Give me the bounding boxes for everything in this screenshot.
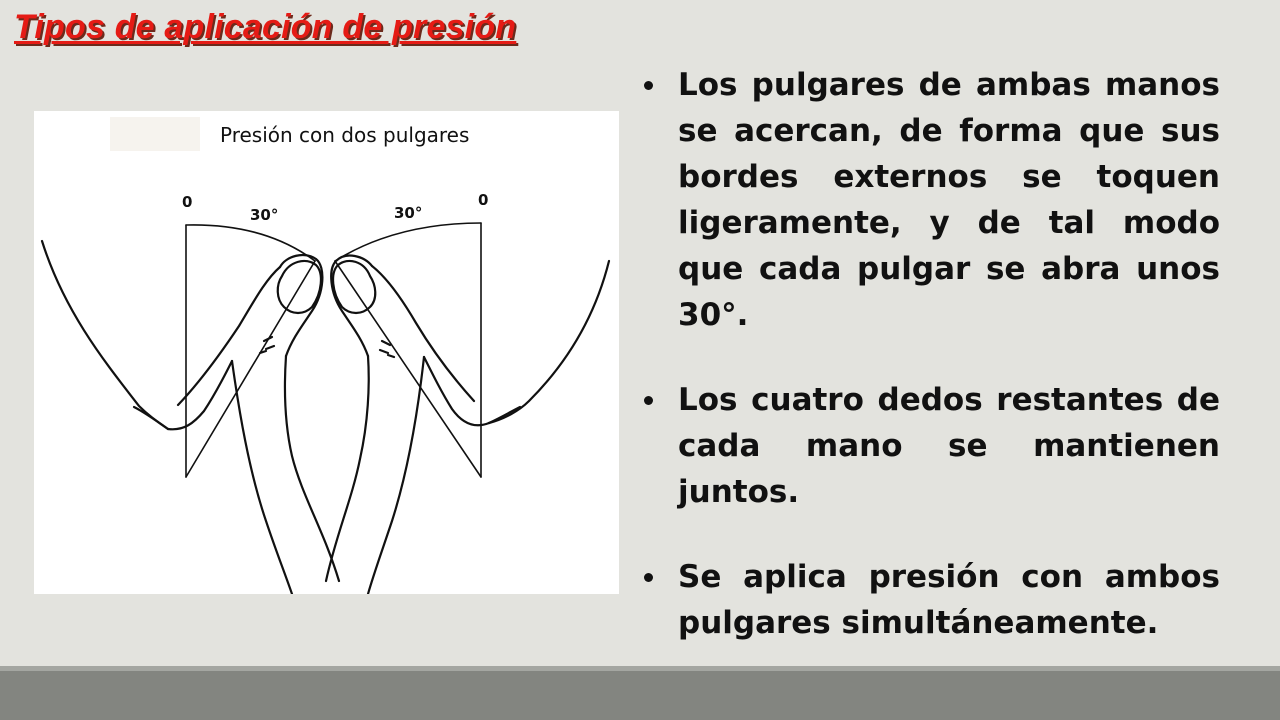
label-left-zero: 0	[182, 193, 193, 211]
thumbs-illustration	[34, 111, 619, 594]
slide-title: Tipos de aplicación de presión	[14, 8, 517, 46]
label-right-angle: 30°	[394, 204, 423, 222]
label-left-angle: 30°	[250, 206, 279, 224]
figure-caption: Presión con dos pulgares	[220, 123, 470, 147]
bullet-text: Se aplica presión con ambos pulgares simultáneamente.	[678, 559, 1220, 641]
two-thumbs-pressure-figure	[34, 111, 619, 594]
right-hand	[326, 256, 609, 594]
bullet-text: Los cuatro dedos restantes de cada mano se mantienen juntos.	[678, 382, 1220, 510]
bullet-content	[640, 62, 1220, 646]
bullet-item-apply-pressure	[640, 554, 1220, 646]
label-right-zero: 0	[478, 191, 489, 209]
bullet-text: Los pulgares de ambas manos se acercan, de forma que sus bordes externos se toquen ligeramente, y de tal modo que cada pulgar se abra unos 30°.	[678, 67, 1220, 333]
bullet-list	[640, 62, 1220, 646]
bullet-item-fingers-together	[640, 377, 1220, 515]
footer-bar	[0, 666, 1280, 720]
footer-bar-highlight	[0, 666, 1280, 671]
bullet-dot-icon	[644, 81, 653, 90]
bullet-item-thumbs-position	[640, 62, 1220, 338]
bullet-dot-icon	[644, 396, 653, 405]
bullet-dot-icon	[644, 573, 653, 582]
right-angle-guide	[335, 223, 481, 477]
